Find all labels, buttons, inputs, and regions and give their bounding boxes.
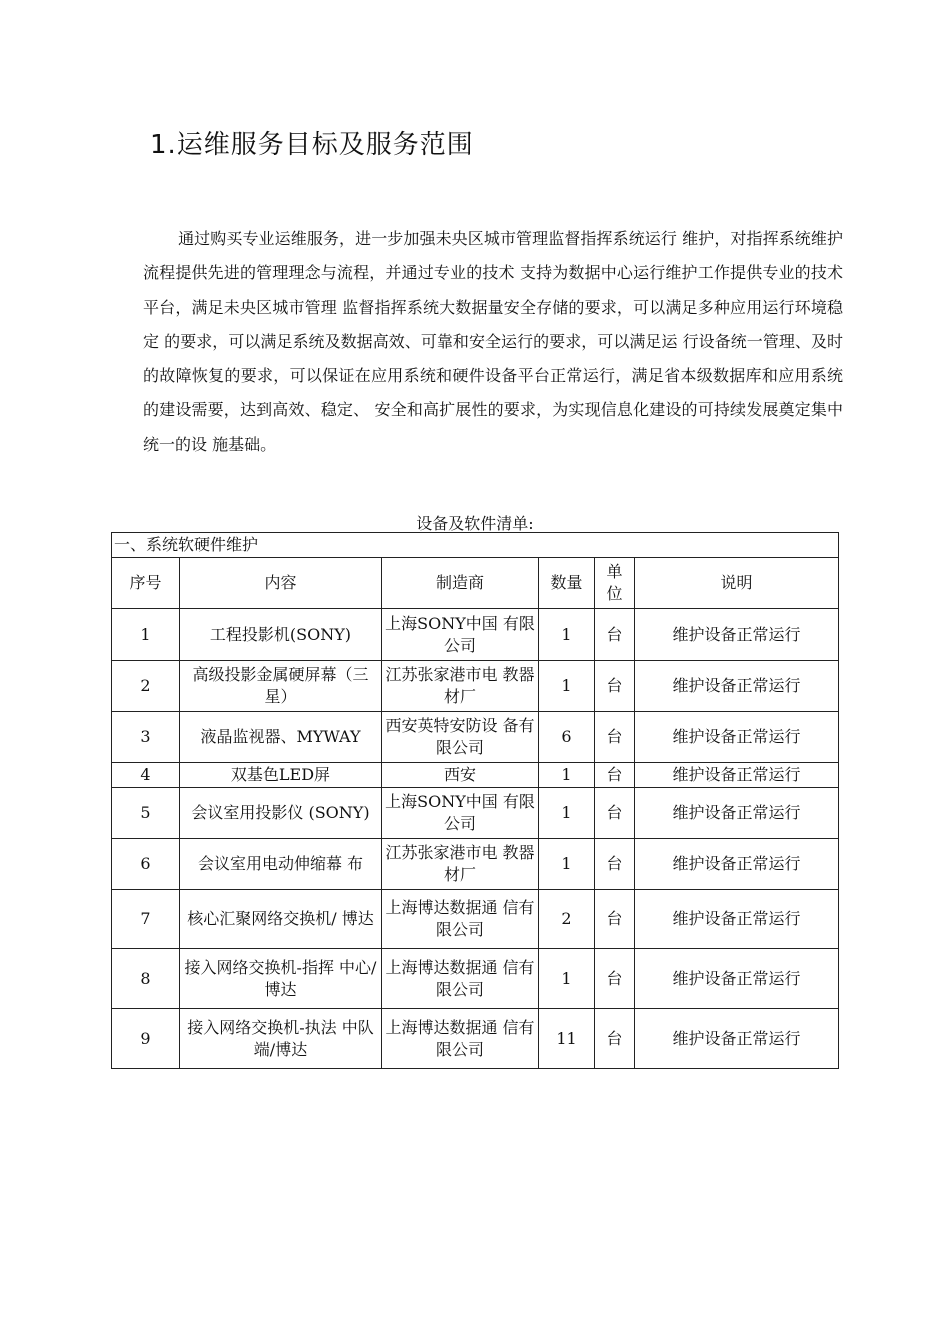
cell-qty: 1 (539, 609, 595, 661)
table-row (112, 1009, 839, 1069)
section-heading: 1.运维服务目标及服务范围 (150, 130, 474, 160)
cell-no: 3 (112, 712, 180, 763)
cell-qty: 1 (539, 788, 595, 839)
cell-content: 核心汇聚网络交换机/ 博达 (180, 890, 382, 949)
cell-unit: 台 (595, 949, 635, 1009)
cell-note: 维护设备正常运行 (635, 1009, 839, 1069)
cell-content: 会议室用投影仪 (SONY) (180, 788, 382, 839)
table-row (112, 661, 839, 712)
table-row (112, 763, 839, 788)
cell-maker: 上海博达数据通 信有限公司 (382, 1009, 539, 1069)
cell-unit: 台 (595, 661, 635, 712)
table-caption: 设备及软件清单: (416, 514, 534, 533)
cell-maker: 西安英特安防设 备有限公司 (382, 712, 539, 763)
cell-maker: 上海SONY中国 有限公司 (382, 609, 539, 661)
cell-content: 双基色LED屏 (180, 763, 382, 788)
header-no: 序号 (112, 558, 180, 609)
table-row (112, 609, 839, 661)
table-body (112, 609, 839, 1069)
cell-no: 5 (112, 788, 180, 839)
table-header-row (112, 558, 839, 609)
cell-maker: 江苏张家港市电 教器材厂 (382, 661, 539, 712)
cell-content: 接入网络交换机-执法 中队端/博达 (180, 1009, 382, 1069)
table-section-row (112, 533, 839, 558)
cell-note: 维护设备正常运行 (635, 609, 839, 661)
paragraph-text: 通过购买专业运维服务，进一步加强未央区城市管理监督指挥系统运行 维护，对指挥系统维护流程提供先进的管理理念与流程，并通过专业的技术 支持为数据中心运行维护工作提供专业的技术平台，满足未央区城市管理 监督指挥系统大数据量安全存储的要求，可以满足多种应用运行环境稳定 的要求，可以满足系统及数据高效、可靠和安全运行的要求，可以满足运 行设备统一管理、及时的故障恢复的要求，可以保证在应用系统和硬件设备平台正常运行，满足省本级数据库和应用系统的建设需要，达到高效、稳定、 安全和高扩展性的要求，为实现信息化建设的可持续发展奠定集中统一的设 施基础。 (143, 229, 843, 454)
cell-content: 工程投影机(SONY) (180, 609, 382, 661)
cell-qty: 1 (539, 839, 595, 890)
cell-note: 维护设备正常运行 (635, 949, 839, 1009)
cell-no: 7 (112, 890, 180, 949)
cell-qty: 1 (539, 949, 595, 1009)
cell-no: 6 (112, 839, 180, 890)
cell-unit: 台 (595, 788, 635, 839)
section-title: 一、系统软硬件维护 (112, 533, 839, 558)
cell-qty: 1 (539, 763, 595, 788)
cell-note: 维护设备正常运行 (635, 788, 839, 839)
cell-no: 8 (112, 949, 180, 1009)
body-paragraph (143, 222, 843, 462)
table-row (112, 712, 839, 763)
cell-unit: 台 (595, 609, 635, 661)
cell-maker: 西安 (382, 763, 539, 788)
cell-note: 维护设备正常运行 (635, 890, 839, 949)
table-row (112, 839, 839, 890)
cell-unit: 台 (595, 839, 635, 890)
cell-maker: 上海SONY中国 有限公司 (382, 788, 539, 839)
cell-qty: 6 (539, 712, 595, 763)
cell-content: 会议室用电动伸缩幕 布 (180, 839, 382, 890)
cell-unit: 台 (595, 763, 635, 788)
cell-unit: 台 (595, 890, 635, 949)
cell-no: 4 (112, 763, 180, 788)
cell-qty: 2 (539, 890, 595, 949)
cell-note: 维护设备正常运行 (635, 839, 839, 890)
cell-note: 维护设备正常运行 (635, 661, 839, 712)
cell-unit: 台 (595, 712, 635, 763)
cell-unit: 台 (595, 1009, 635, 1069)
cell-note: 维护设备正常运行 (635, 763, 839, 788)
cell-qty: 11 (539, 1009, 595, 1069)
table-row (112, 788, 839, 839)
table-row (112, 949, 839, 1009)
cell-qty: 1 (539, 661, 595, 712)
cell-note: 维护设备正常运行 (635, 712, 839, 763)
cell-content: 接入网络交换机-指挥 中心/博达 (180, 949, 382, 1009)
header-content: 内容 (180, 558, 382, 609)
cell-no: 9 (112, 1009, 180, 1069)
cell-content: 高级投影金属硬屏幕（三星） (180, 661, 382, 712)
header-unit: 单位 (595, 558, 635, 609)
cell-content: 液晶监视器、MYWAY (180, 712, 382, 763)
cell-maker: 江苏张家港市电 教器材厂 (382, 839, 539, 890)
table-row (112, 890, 839, 949)
equipment-table (111, 532, 839, 1069)
header-qty: 数量 (539, 558, 595, 609)
cell-maker: 上海博达数据通 信有限公司 (382, 949, 539, 1009)
cell-no: 2 (112, 661, 180, 712)
header-maker: 制造商 (382, 558, 539, 609)
header-note: 说明 (635, 558, 839, 609)
cell-maker: 上海博达数据通 信有限公司 (382, 890, 539, 949)
cell-no: 1 (112, 609, 180, 661)
